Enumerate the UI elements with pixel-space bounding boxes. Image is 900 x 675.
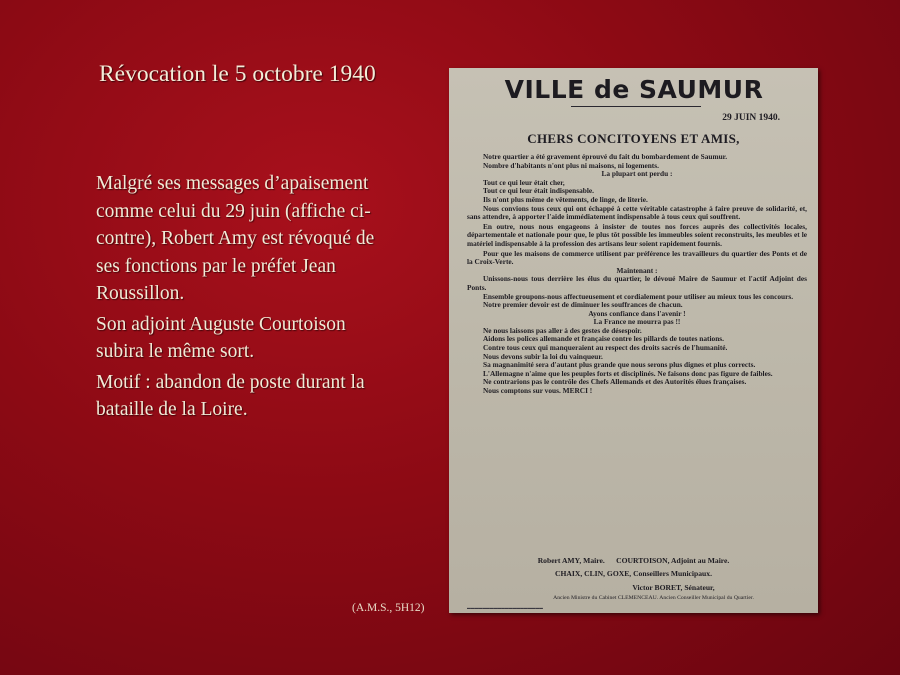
poster-line: Ayons confiance dans l'avenir ! bbox=[588, 308, 686, 318]
poster-line: Contre tous ceux qui manqueraient au respect des droits sacrés de l'humanité. bbox=[483, 343, 728, 353]
poster-line: Notre quartier a été gravement éprouvé du fait du bombardement de Saumur. bbox=[483, 152, 728, 161]
source-caption: (A.M.S., 5H12) bbox=[352, 602, 425, 614]
slide-title: Révocation le 5 octobre 1940 bbox=[99, 61, 376, 87]
poster-image bbox=[449, 68, 818, 613]
poster-line: La France ne mourra pas !! bbox=[593, 317, 681, 327]
poster-line: Ensemble groupons-nous affectueusement et cordialement pour utiliser au mieux tous les concours. bbox=[483, 291, 794, 301]
poster-greeting: CHERS CONCITOYENS ET AMIS, bbox=[527, 131, 740, 146]
poster-line: La plupart ont perdu : bbox=[601, 169, 673, 179]
slide-body bbox=[96, 170, 376, 427]
poster-line: Ils n'ont plus même de vêtements, de linge, de literie. bbox=[483, 194, 648, 204]
poster-line: Tout ce qui leur était indispensable. bbox=[483, 186, 594, 196]
poster-header-rule bbox=[571, 106, 701, 107]
poster-line: Nous comptons sur vous. MERCI ! bbox=[483, 386, 593, 396]
body-paragraph-1: Malgré ses messages d’apaisement comme celui du 29 juin (affiche ci-contre), Robert Amy est révoqué de ses fonctions par le préfet Jean Roussillon. bbox=[96, 173, 375, 304]
body-paragraph-2: Son adjoint Auguste Courtoison subira le même sort. bbox=[96, 313, 346, 362]
poster-line: Aidons les polices allemande et française contre les pillards de toutes nations. bbox=[483, 334, 724, 344]
poster-line: Ne contrarions pas le contrôle des Chefs Allemands et des Autorités élues françaises. bbox=[483, 377, 747, 387]
poster-printer-mark: ▬▬▬▬▬▬▬▬▬▬▬▬▬▬▬▬▬▬▬▬ bbox=[467, 606, 543, 610]
poster-line: Nombre d'habitants n'ont plus ni maisons, ni logements. bbox=[483, 160, 659, 170]
signature-line-4: Ancien Ministre du Cabinet CLEMENCEAU. Ancien Conseiller Municipal du Quartier. bbox=[553, 594, 754, 601]
poster-line: Pour que les maisons de commerce utilisent par préférence les travailleurs du quartier des Ponts et de la Croix-Verte. bbox=[467, 248, 807, 267]
poster-line: Maintenant : bbox=[616, 265, 658, 275]
poster-line: Notre premier devoir est de diminuer les souffrances de chacun. bbox=[483, 300, 683, 310]
body-paragraph-3: Motif : abandon de poste durant la bataille de la Loire. bbox=[96, 371, 365, 420]
poster-line: Ne nous laissons pas aller à des gestes de désespoir. bbox=[483, 325, 642, 335]
poster-line: En outre, nous nous engageons à insister de toutes nos forces auprès des collectivités locales, départementale et nationale pour que, le plus tôt possible les immeubles soient reconstruits, les meubles et le matériel indispensable à la profession des artisans leur soient rapidement fournis. bbox=[467, 221, 807, 248]
poster-signatures bbox=[449, 554, 818, 602]
poster-line: Unissons-nous tous derrière les élus du quartier, le dévoué Maire de Saumur et l'actif Adjoint des Ponts. bbox=[467, 274, 807, 292]
poster-line: Tout ce qui leur était cher, bbox=[483, 177, 565, 187]
poster-body bbox=[467, 153, 807, 396]
signature-line-1: Robert AMY, Maire. COURTOISON, Adjoint au Maire. bbox=[537, 556, 730, 565]
poster-header: VILLE de SAUMUR bbox=[504, 75, 764, 104]
poster-line: Nous convions tous ceux qui ont échappé à cette véritable catastrophe à faire preuve de solidarité, et, sans attendre, à apporter l'aide immédiatement indispensable à tous ceux qui souffrent. bbox=[467, 203, 807, 222]
signature-line-2: CHAIX, CLIN, GOXE, Conseillers Municipaux. bbox=[555, 569, 712, 579]
poster-line: L'Allemagne n'aime que les peuples forts et disciplinés. Ne faisons donc pas figure de faibles. bbox=[483, 368, 773, 378]
poster-line: Nous devons subir la loi du vainqueur. bbox=[483, 351, 603, 361]
signature-line-3: Victor BORET, Sénateur, bbox=[632, 582, 715, 592]
poster-date: 29 JUIN 1940. bbox=[722, 113, 780, 123]
poster-line: Sa magnanimité sera d'autant plus grande que nous serons plus dignes et plus corrects. bbox=[483, 360, 756, 370]
